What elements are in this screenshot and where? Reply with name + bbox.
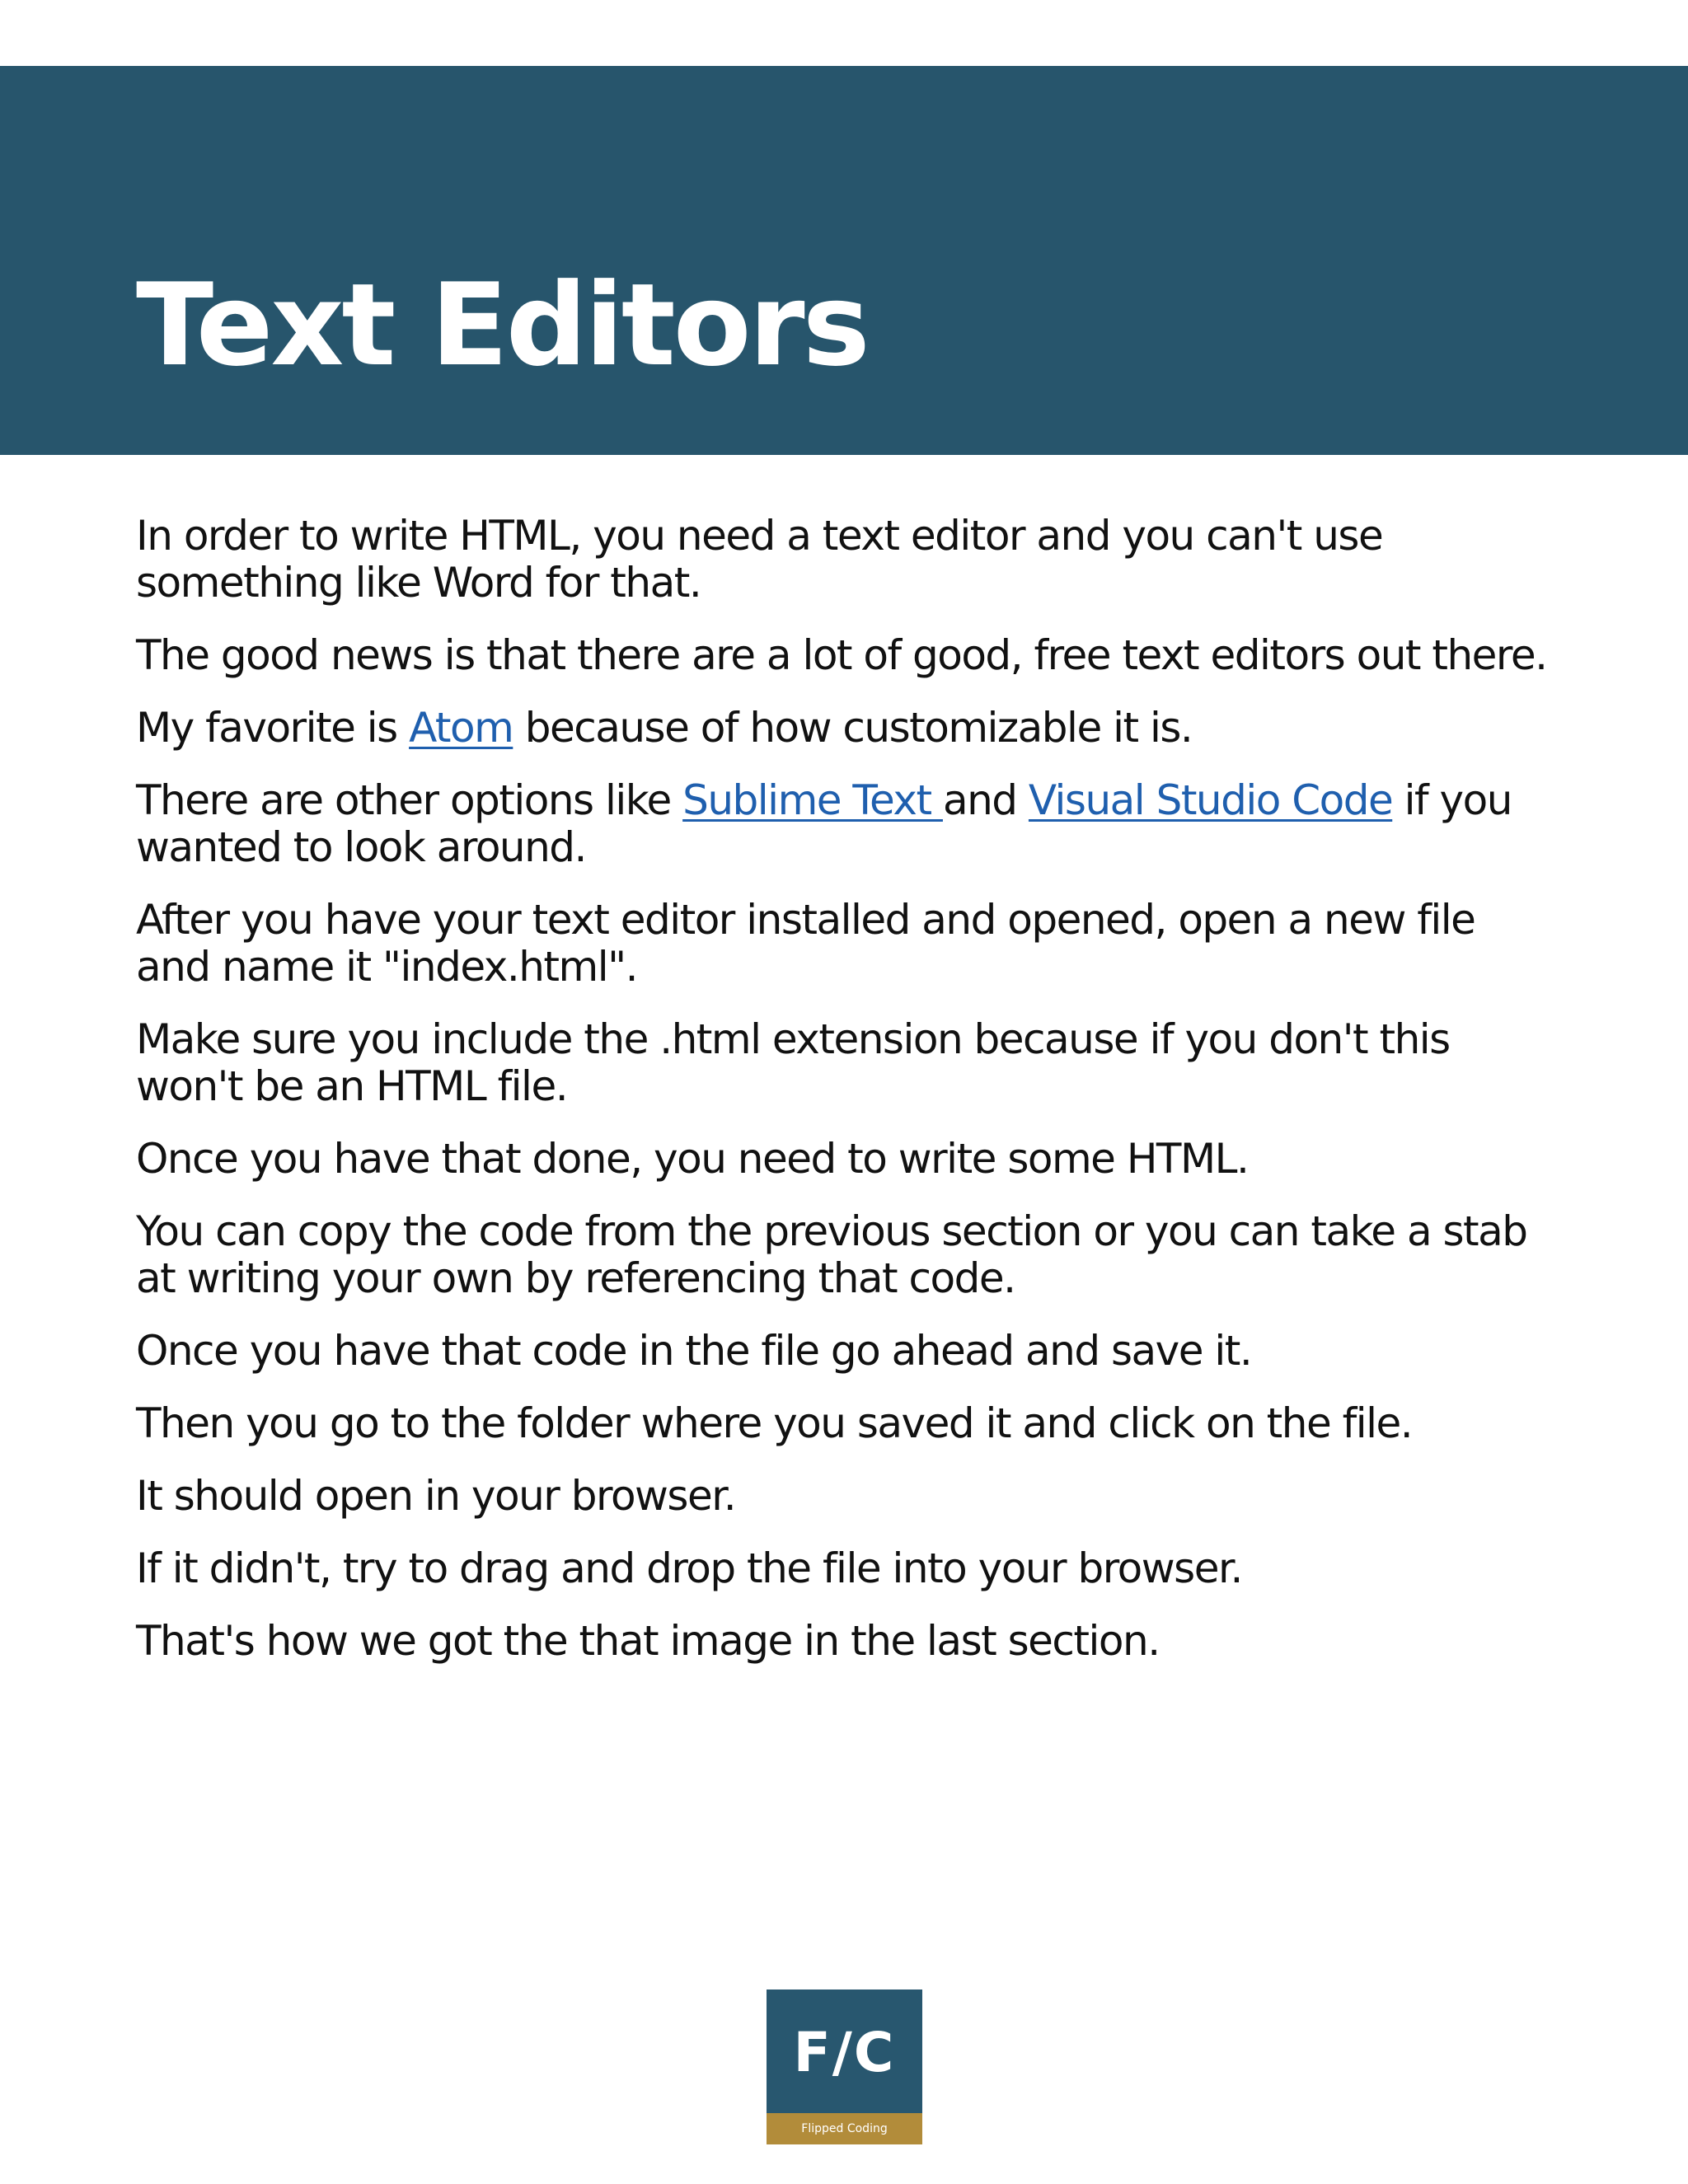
paragraph-options-before: There are other options like [136, 776, 683, 824]
paragraph-last-section: That's how we got the that image in the last section. [136, 1617, 1160, 1665]
paragraph-other-options [136, 777, 1554, 871]
paragraph-write-html: Once you have that done, you need to write some HTML. [136, 1135, 1249, 1183]
sublime-text-link[interactable]: Sublime Text [682, 776, 943, 824]
atom-link[interactable]: Atom [409, 704, 513, 752]
paragraph-html-extension: Make sure you include the .html extension because if you don't this won't be an HTML file. [136, 1015, 1450, 1110]
logo-mark: F/C [793, 2020, 896, 2084]
paragraph-open-browser: It should open in your browser. [136, 1472, 736, 1520]
paragraph-options-after: if you wanted to look around. [136, 776, 1512, 871]
page-title: Text Editors [136, 259, 868, 391]
paragraph-favorite-before: My favorite is [136, 704, 410, 752]
paragraph-free-editors: The good news is that there are a lot of good, free text editors out there. [136, 631, 1547, 679]
paragraph-favorite-editor [136, 705, 1554, 752]
paragraph-text-editor-needed: In order to write HTML, you need a text editor and you can't use something like Word for that. [136, 512, 1383, 607]
paragraph-favorite-after: because of how customizable it is. [513, 704, 1193, 752]
paragraph-drag-drop: If it didn't, try to drag and drop the file into your browser. [136, 1544, 1242, 1592]
visual-studio-code-link[interactable]: Visual Studio Code [1028, 776, 1393, 824]
flipped-coding-logo [767, 1990, 922, 2144]
paragraph-save-file: Once you have that code in the file go ahead and save it. [136, 1327, 1252, 1375]
article-body [136, 513, 1554, 1690]
paragraph-go-to-folder: Then you go to the folder where you saved it and click on the file. [136, 1399, 1413, 1447]
paragraph-copy-code: You can copy the code from the previous section or you can take a stab at writing your own by referencing that code. [136, 1207, 1527, 1302]
paragraph-open-new-file: After you have your text editor installed and opened, open a new file and name it "index.html". [136, 896, 1475, 991]
logo-caption: Flipped Coding [767, 2113, 922, 2144]
paragraph-options-middle: and [942, 776, 1029, 824]
